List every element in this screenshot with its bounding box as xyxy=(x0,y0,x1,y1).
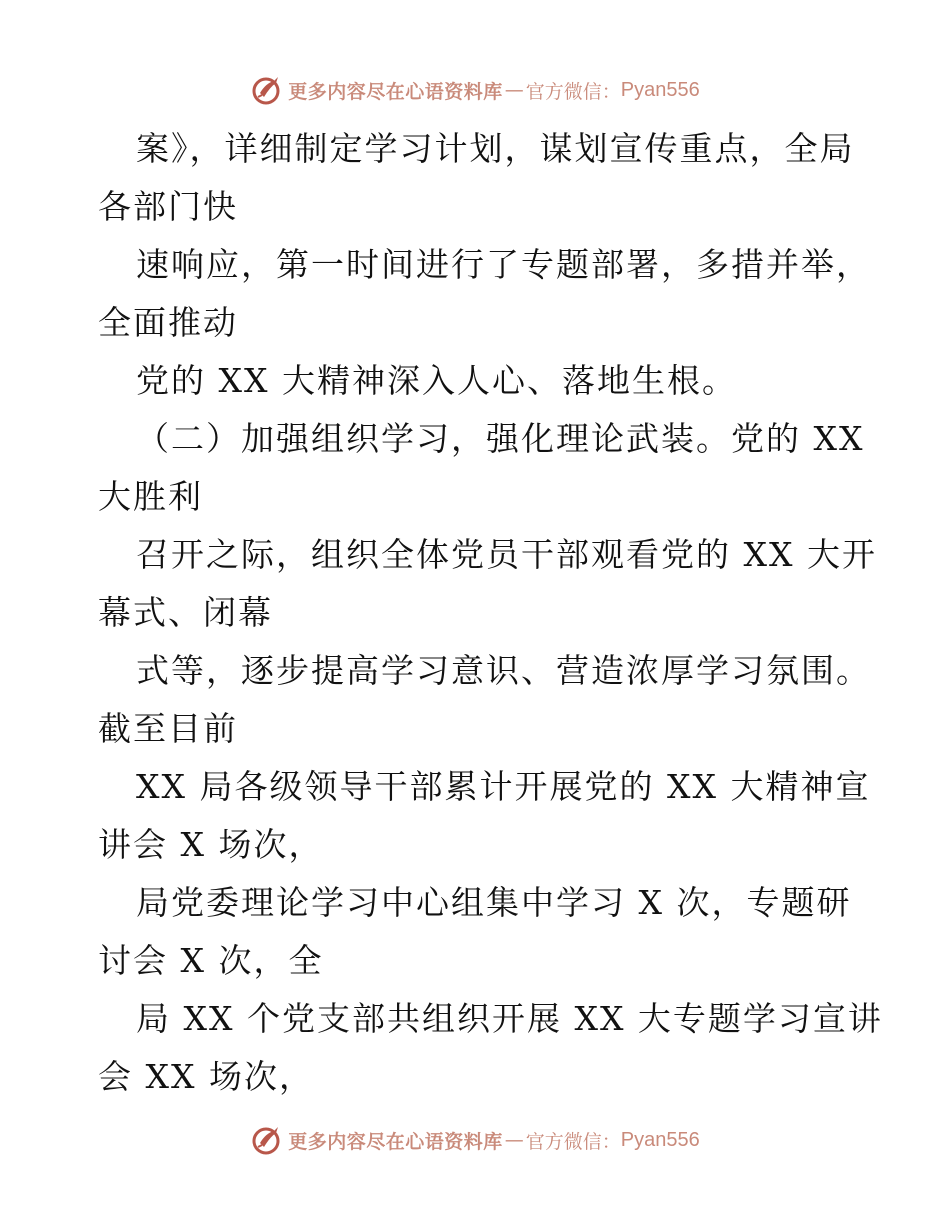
text-line: 召开之际，组织全体党员干部观看党的 XX 大开 xyxy=(136,535,877,574)
header-banner xyxy=(0,70,950,110)
banner-wechat-label: 官方微信： xyxy=(525,1130,621,1153)
text-line: 局党委理论学习中心组集中学习 X 次，专题研 xyxy=(136,883,852,922)
banner-wechat-label: 官方微信： xyxy=(525,80,621,103)
text-line: 式等，逐步提高学习意识、营造浓厚学习氛围。 xyxy=(136,651,871,690)
text-line: 会 XX 场次， xyxy=(98,1057,314,1096)
banner-account: Pyan556 xyxy=(620,78,700,101)
banner-brand-text: 更多内容尽在心语资料库 xyxy=(288,80,503,103)
pen-logo-icon xyxy=(250,1123,284,1157)
text-line: 局 XX 个党支部共组织开展 XX 大专题学习宣讲 xyxy=(136,999,883,1038)
pen-logo-icon xyxy=(250,73,284,107)
text-line: 各部门快 xyxy=(98,187,238,226)
banner-separator: — xyxy=(504,79,524,101)
text-line: 党的 XX 大精神深入人心、落地生根。 xyxy=(136,361,737,400)
text-line: 讲会 X 场次， xyxy=(98,825,324,864)
banner-brand-text: 更多内容尽在心语资料库 xyxy=(288,1130,503,1153)
text-line: 大胜利 xyxy=(98,477,203,516)
text-line: 案》，详细制定学习计划，谋划宣传重点，全局 xyxy=(136,129,855,168)
text-line: 讨会 X 次，全 xyxy=(98,941,324,980)
text-line: 截至目前 xyxy=(98,709,238,748)
banner-separator: — xyxy=(504,1129,524,1151)
text-line: XX 局各级领导干部累计开展党的 XX 大精神宣 xyxy=(136,767,871,806)
text-line: 全面推动 xyxy=(98,303,238,342)
banner-account: Pyan556 xyxy=(620,1128,700,1151)
text-line: 速响应，第一时间进行了专题部署，多措并举， xyxy=(136,245,871,284)
footer-banner xyxy=(0,1120,950,1160)
body-text xyxy=(98,120,883,1106)
text-line: 幕式、闭幕 xyxy=(98,593,273,632)
section-heading-line: （二）加强组织学习，强化理论武装。党的 XX xyxy=(136,419,865,458)
